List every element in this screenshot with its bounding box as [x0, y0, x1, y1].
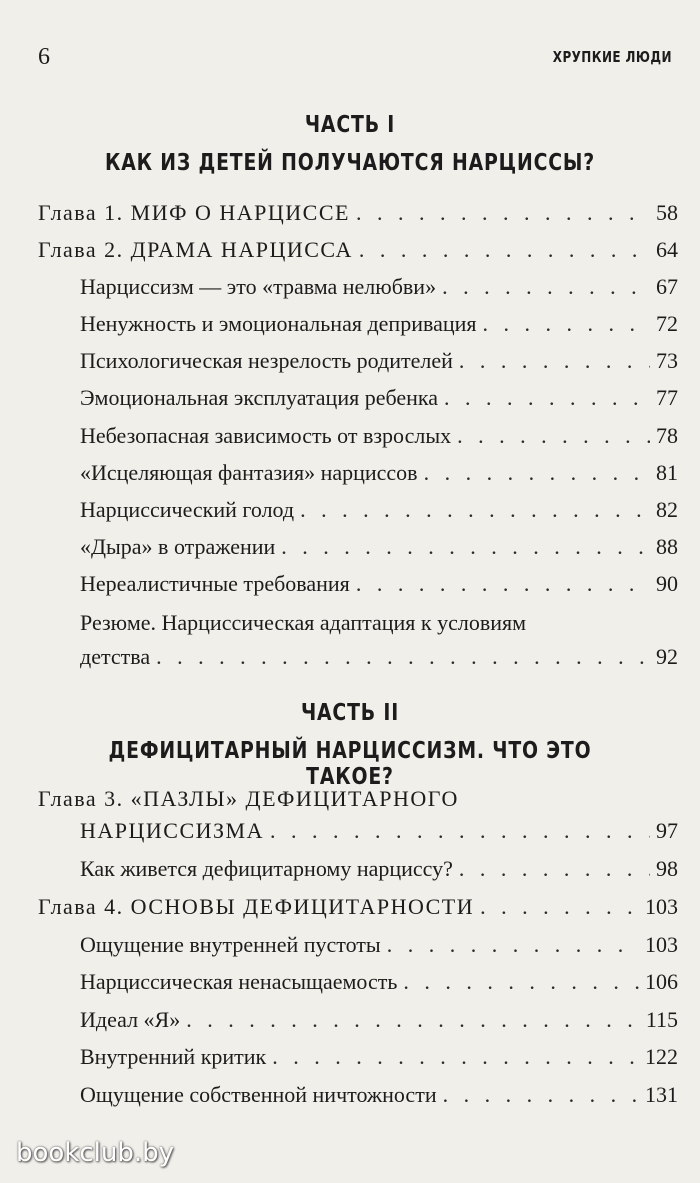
part1-label: ЧАСТЬ I: [304, 112, 396, 138]
toc-page-number: 64: [656, 237, 678, 262]
toc-page-number: 72: [656, 311, 678, 336]
leader-dots: [186, 1007, 640, 1033]
toc-section-label: Внутренний критик: [80, 1044, 267, 1069]
page-number: 6: [38, 44, 50, 70]
leader-dots: [459, 348, 650, 374]
toc-section[interactable]: [80, 534, 678, 560]
leader-dots: [442, 274, 650, 300]
toc-page-number: 78: [656, 423, 678, 448]
toc-page-number: 67: [656, 274, 678, 299]
toc-section-resume-line1[interactable]: Резюме. Нарциссическая адаптация к условиям: [80, 610, 527, 635]
toc-section-label: Как живется дефицитарному нарциссу?: [80, 856, 453, 881]
part2-title: ДЕФИЦИТАРНЫЙ НАРЦИССИЗМ. ЧТО ЭТО ТАКОЕ?: [108, 738, 592, 790]
toc-chapter-1[interactable]: [38, 200, 678, 226]
toc-page-number: 103: [645, 894, 678, 919]
toc-chapter-3[interactable]: [80, 818, 678, 844]
toc-chapter-label: Глава 4. ОСНОВЫ ДЕФИЦИТАРНОСТИ: [38, 894, 475, 919]
toc-section-label: Небезопасная зависимость от взрослых: [80, 423, 452, 448]
toc-page-number: 103: [645, 932, 678, 957]
toc-page-number: 131: [645, 1082, 678, 1107]
toc-section-label: Ненужность и эмоциональная депривация: [80, 311, 477, 336]
toc-section[interactable]: [80, 1082, 678, 1108]
toc-page-number: 81: [656, 460, 678, 485]
toc-chapter-label: Глава 1. МИФ О НАРЦИССЕ: [38, 200, 350, 225]
toc-page-number: 92: [656, 644, 678, 669]
toc-chapter-label: НАРЦИССИЗМА: [80, 818, 264, 843]
toc-section[interactable]: [80, 460, 678, 486]
toc-section[interactable]: [80, 311, 678, 337]
leader-dots: [443, 1082, 639, 1108]
toc-page-number: 88: [656, 534, 678, 559]
toc-page-number: 90: [656, 571, 678, 596]
leader-dots: [270, 818, 650, 844]
toc-section[interactable]: [80, 932, 678, 958]
toc-chapter-3-line1[interactable]: Глава 3. «ПАЗЛЫ» ДЕФИЦИТАРНОГО: [38, 786, 459, 811]
watermark: bookclub.by: [16, 1138, 175, 1168]
leader-dots: [356, 571, 650, 597]
toc-section[interactable]: [80, 969, 678, 995]
leader-dots: [480, 894, 639, 920]
leader-dots: [156, 644, 650, 670]
toc-section-label: Ощущение внутренней пустоты: [80, 932, 381, 957]
leader-dots: [459, 856, 650, 882]
toc-section-resume[interactable]: [80, 644, 678, 670]
leader-dots: [457, 423, 650, 449]
toc-section-label: «Исцеляющая фантазия» нарциссов: [80, 460, 418, 485]
leader-dots: [359, 237, 650, 263]
toc-page-number: 77: [656, 385, 678, 410]
toc-section[interactable]: [80, 274, 678, 300]
leader-dots: [424, 460, 650, 486]
running-head: ХРУПКИЕ ЛЮДИ: [552, 48, 672, 66]
leader-dots: [281, 534, 650, 560]
toc-page-number: 122: [645, 1044, 678, 1069]
toc-section[interactable]: [80, 497, 678, 523]
toc-chapter-2[interactable]: [38, 237, 678, 263]
toc-section[interactable]: [80, 1007, 678, 1033]
toc-chapter-label: Глава 2. ДРАМА НАРЦИССА: [38, 237, 353, 262]
toc-section-label: Эмоциональная эксплуатация ребенка: [80, 385, 439, 410]
leader-dots: [403, 969, 639, 995]
toc-section[interactable]: [80, 423, 678, 449]
toc-section-label: «Дыра» в отражении: [80, 534, 276, 559]
toc-section-label: Психологическая незрелость родителей: [80, 348, 453, 373]
toc-chapter-4[interactable]: [38, 894, 678, 920]
toc-section-label: Нарциссическая ненасыщаемость: [80, 969, 398, 994]
toc-section-label: детства: [80, 644, 151, 669]
part1-title: КАК ИЗ ДЕТЕЙ ПОЛУЧАЮТСЯ НАРЦИССЫ?: [104, 150, 596, 176]
part2-label: ЧАСТЬ II: [300, 700, 400, 726]
leader-dots: [387, 932, 639, 958]
leader-dots: [356, 200, 650, 226]
toc-page-number: 82: [656, 497, 678, 522]
leader-dots: [300, 497, 650, 523]
toc-section[interactable]: [80, 1044, 678, 1070]
toc-page-number: 106: [645, 969, 678, 994]
toc-page-number: 58: [656, 200, 678, 225]
toc-section-label: Ощущение собственной ничтожности: [80, 1082, 437, 1107]
toc-section-label: Нереалистичные требования: [80, 571, 350, 596]
toc-section[interactable]: [80, 348, 678, 374]
toc-page-number: 115: [645, 1007, 678, 1032]
toc-page-number: 97: [656, 818, 678, 843]
toc-section-label: Нарциссизм — это «травма нелюбви»: [80, 274, 437, 299]
leader-dots: [444, 385, 650, 411]
toc-section[interactable]: [80, 385, 678, 411]
leader-dots: [272, 1044, 639, 1070]
toc-page-number: 73: [656, 348, 678, 373]
leader-dots: [483, 311, 651, 337]
toc-section[interactable]: [80, 856, 678, 882]
toc-section[interactable]: [80, 571, 678, 597]
toc-section-label: Нарциссический голод: [80, 497, 295, 522]
toc-section-label: Идеал «Я»: [80, 1007, 181, 1032]
toc-page-number: 98: [656, 856, 678, 881]
